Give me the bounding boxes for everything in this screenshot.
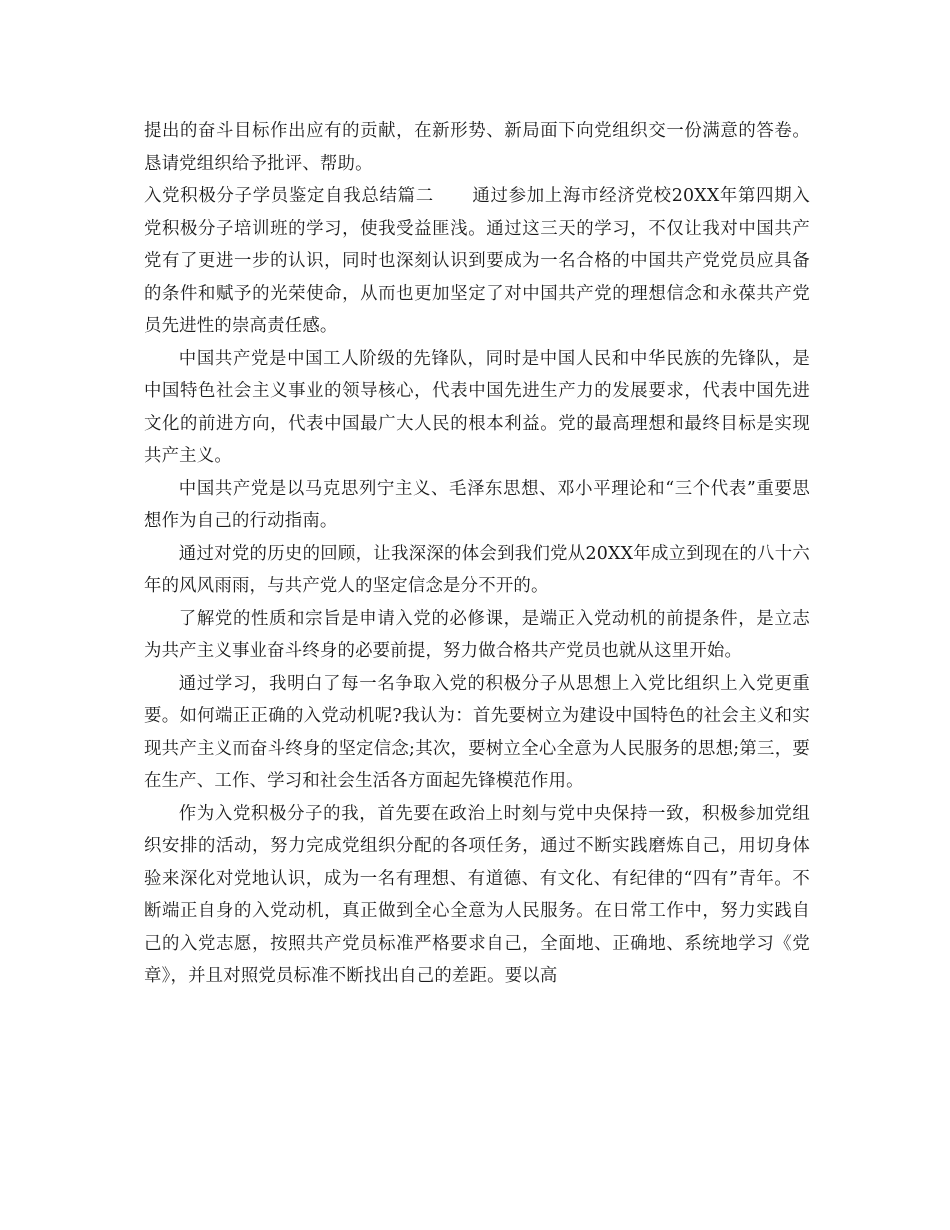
paragraph: 通过学习，我明白了每一名争取入党的积极分子从思想上入党比组织上入党更重要。如何端正正确的入党动机呢?我认为：首先要树立为建设中国特色的社会主义和实现共产主义而奋斗终身的坚定信念;其次，要树立全心全意为人民服务的思想;第三，要在生产、工作、学习和社会生活各方面起先锋模范作用。	[144, 673, 810, 791]
document-body	[144, 115, 810, 993]
paragraph: 了解党的性质和宗旨是申请入党的必修课，是端正入党动机的前提条件，是立志为共产主义事业奋斗终身的必要前提，努力做合格共产党员也就从这里开始。	[144, 608, 810, 661]
section-title: 入党积极分子学员鉴定自我总结篇二	[144, 186, 434, 206]
paragraph: 作为入党积极分子的我，首先要在政治上时刻与党中央保持一致，积极参加党组织安排的活动，努力完成党组织分配的各项任务，通过不断实践磨炼自己，用切身体验来深化对党地认识，成为一名有理想、有道德、有文化、有纪律的“四有”青年。不断端正自身的入党动机，真正做到全心全意为人民服务。在日常工作中，努力实践自己的入党志愿，按照共产党员标准严格要求自己，全面地、正确地、系统地学习《党章》，并且对照党员标准不断找出自己的差距。要以高	[144, 803, 810, 986]
paragraph: 中国共产党是中国工人阶级的先锋队，同时是中国人民和中华民族的先锋队，是中国特色社会主义事业的领导核心，代表中国先进生产力的发展要求，代表中国先进文化的前进方向，代表中国最广大人民的根本利益。党的最高理想和最终目标是实现共产主义。	[144, 348, 810, 466]
paragraph: 通过对党的历史的回顾，让我深深的体会到我们党从20XX年成立到现在的八十六年的风风雨雨，与共产党人的坚定信念是分不开的。	[144, 543, 810, 596]
paragraph-with-heading	[144, 180, 810, 343]
paragraph-text: 通过参加上海市经济党校20XX年第四期入党积极分子培训班的学习，使我受益匪浅。通过这三天的学习，不仅让我对中国共产党有了更进一步的认识，同时也深刻认识到要成为一名合格的中国共产党党员应具备的条件和赋予的光荣使命，从而也更加坚定了对中国共产党的理想信念和永葆共产党员先进性的崇高责任感。	[144, 186, 810, 336]
paragraph: 中国共产党是以马克思列宁主义、毛泽东思想、邓小平理论和“三个代表”重要思想作为自己的行动指南。	[144, 478, 810, 531]
paragraph: 提出的奋斗目标作出应有的贡献，在新形势、新局面下向党组织交一份满意的答卷。恳请党组织给予批评、帮助。	[144, 121, 810, 174]
